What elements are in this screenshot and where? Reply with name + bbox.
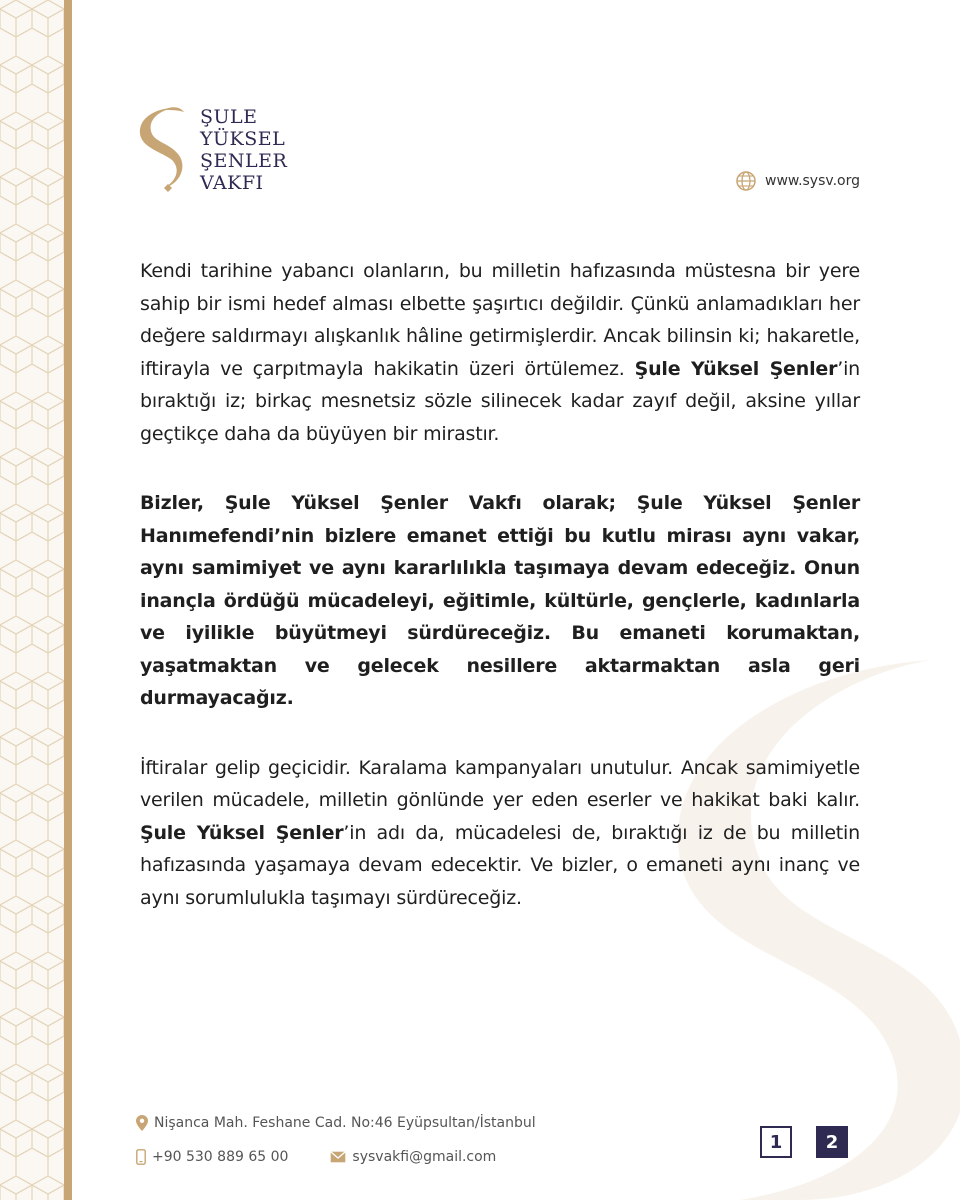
address-text: Nişanca Mah. Feshane Cad. No:46 Eyüpsultan/İstanbul	[154, 1115, 536, 1131]
paragraph-3-text-b: ’in adı da, mücadelesi de, bıraktığı iz de bu milletin hafızasında yaşamaya devam edecektir. Ve bizler, o emaneti aynı inanç ve aynı sorumlulukla taşımayı sürdüreceğiz.	[140, 821, 860, 909]
paragraph-1-name: Şule Yüksel Şenler	[634, 357, 838, 380]
contact-row	[136, 1146, 536, 1168]
logo-line-3: ŞENLER	[200, 150, 288, 172]
address-row	[136, 1112, 536, 1134]
mail-icon	[330, 1151, 346, 1163]
logo-line-1: ŞULE	[200, 106, 258, 128]
location-pin-icon	[136, 1115, 148, 1131]
paragraph-3-text-a: İftiralar gelip geçicidir. Karalama kampanyaları unutulur. Ancak samimiyetle verilen mücadele, milletin gönlünde yer eden eserler ve hakikat baki kalır.	[140, 756, 860, 811]
phone-icon	[136, 1149, 146, 1165]
foundation-logo	[134, 104, 287, 194]
paragraph-3	[140, 752, 860, 915]
page-1-button[interactable]: 1	[760, 1126, 792, 1158]
logo-line-2: YÜKSEL	[200, 128, 286, 150]
phone-number[interactable]: +90 530 889 65 00	[152, 1149, 289, 1165]
website-link[interactable]	[735, 170, 860, 192]
statement-body	[140, 255, 860, 951]
decorative-pattern-strip	[0, 0, 64, 1200]
paragraph-2: Bizler, Şule Yüksel Şenler Vakfı olarak; Şule Yüksel Şenler Hanımefendi’nin bizlere emanet ettiği bu kutlu mirası aynı vakar, aynı samimiyet ve aynı kararlılıkla taşımaya devam edeceğiz. Onun inançla ördüğü mücadeleyi, eğitimle, kültürle, gençlerle, kadınlarla ve iyilikle büyütmeyi sürdüreceğiz. Bu emaneti korumaktan, yaşatmaktan ve gelecek nesillere aktarmaktan asla geri durmayacağız.	[140, 492, 860, 709]
logo-wordmark	[200, 106, 287, 194]
logo-mark-icon	[134, 104, 198, 194]
paragraph-1-text-b: ’in bıraktığı iz; birkaç mesnetsiz sözle silinecek kadar zayıf değil, aksine yıllar geçtikçe daha da büyüyen bir mirastır.	[140, 357, 860, 445]
globe-icon	[735, 170, 757, 192]
paragraph-1-text-a: Kendi tarihine yabancı olanların, bu milletin hafızasında müstesna bir yere sahip bir ismi hedef alması elbette şaşırtıcı değildir. Çünkü anlamadıkları her değere saldırmayı alışkanlık hâline getirmişlerdir. Ancak bilinsin ki; hakaretle, iftirayla ve çarpıtmayla hakikatin üzeri örtülemez.	[140, 260, 860, 380]
logo-line-4: VAKFI	[200, 172, 264, 194]
page-2-button[interactable]: 2	[816, 1126, 848, 1158]
email-address[interactable]: sysvakfi@gmail.com	[352, 1149, 497, 1165]
pagination	[760, 1126, 848, 1158]
paragraph-3-name: Şule Yüksel Şenler	[140, 821, 344, 844]
website-url: www.sysv.org	[765, 173, 860, 189]
contact-footer	[136, 1112, 536, 1180]
gold-divider-bar	[64, 0, 72, 1200]
paragraph-1	[140, 255, 860, 450]
